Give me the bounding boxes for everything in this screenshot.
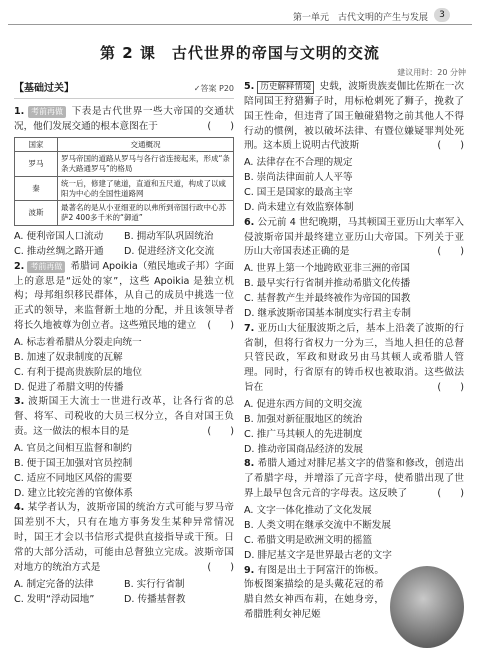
question-3: 3. 波斯国王大流士一世进行改革，让各行省的总督、将军、司税收的大员三权分立，各自对国王负责。这一做法的根本目的是 ( )	[14, 395, 234, 440]
option-c[interactable]: C. 基督教产生并最终被作为帝国的国教	[244, 293, 411, 305]
table-row: 罗马 罗马帝国的道路从罗马与各行省连接起来，形成“条条大路通罗马”的格局	[15, 152, 234, 177]
answer-blank[interactable]: ( )	[437, 246, 464, 258]
section-title: 【基础过关】	[14, 83, 74, 95]
context-tag: 历史解释情境	[257, 81, 314, 94]
option-a[interactable]: A. 世界上第一个地跨欧亚非三洲的帝国	[244, 263, 410, 275]
option-a[interactable]: A. 文字一体化推动了文化发展	[244, 505, 372, 517]
option-d[interactable]: D. 传播基督教	[124, 593, 186, 605]
left-column	[14, 80, 234, 664]
option-c[interactable]: C. 推广马其顿人的先进制度	[244, 428, 363, 440]
option-a[interactable]: A. 法律存在不合理的规定	[244, 157, 353, 169]
option-c[interactable]: C. 有利于提高贵族阶层的地位	[14, 366, 142, 378]
answer-blank[interactable]: ( )	[437, 488, 464, 500]
option-c[interactable]: C. 希腊文明是欧洲文明的摇篮	[244, 534, 372, 546]
option-b[interactable]: B. 加强对新征服地区的统治	[244, 413, 363, 425]
question-8: 8. 希腊人通过对腓尼基文字的借鉴和修改，创造出了希腊字母，并增添了元音字母，使希腊出现了世界上最早包含元音的字母表。这反映了 ( )	[244, 457, 464, 502]
option-b[interactable]: B. 最早实行行省制并推动希腊文化传播	[244, 278, 411, 290]
lesson-title: 第 2 课 古代世界的帝国与文明的交流	[100, 44, 380, 62]
question-1: 1. 考前再做 下表是古代世界一些大帝国的交通状况，他们发展交通的根本意图在于 ( )	[14, 105, 234, 135]
exam-tag: 考前再做	[28, 106, 66, 118]
option-d[interactable]: D. 促进经济文化交流	[124, 245, 215, 257]
option-a[interactable]: A. 促进东西方间的文明交流	[244, 399, 363, 411]
plaque-image	[390, 566, 464, 648]
answer-blank[interactable]: ( )	[207, 320, 234, 332]
option-b[interactable]: B. 人类文明在继承交流中不断发展	[244, 519, 391, 531]
q4-options	[14, 578, 234, 608]
page-number: 3	[434, 8, 450, 22]
option-d[interactable]: D. 尚未建立有效监察体制	[244, 201, 354, 213]
answer-blank[interactable]: ( )	[207, 120, 234, 132]
exam-tag: 考前再做	[27, 261, 65, 273]
option-c[interactable]: C. 国王是国家的最高主宰	[244, 187, 353, 199]
option-b[interactable]: B. 崇尚法律面前人人平等	[244, 172, 353, 184]
option-d[interactable]: D. 促进了希腊文明的传播	[14, 381, 124, 393]
option-d[interactable]: D. 继承波斯帝国基本制度实行君主专制	[244, 307, 411, 319]
table-row: 波斯 最著名的是从小亚细亚的以弗所到帝国行政中心苏萨2 400多千米的“御道”	[15, 201, 234, 226]
option-a[interactable]: A. 制定完备的法律	[14, 578, 94, 590]
table-row: 秦 统一后，修建了驰道，直道和五尺道，构成了以咸阳为中心的全国性道路网	[15, 176, 234, 201]
answer-blank[interactable]: ( )	[207, 561, 234, 573]
check-icon: ✓	[193, 83, 201, 93]
option-a[interactable]: A. 官员之间相互监督和制约	[14, 443, 133, 454]
option-c[interactable]: C. 发明“浮动园地”	[14, 593, 95, 605]
page-header	[0, 8, 480, 22]
option-d[interactable]: D. 建立比较完善的官僚体系	[14, 487, 134, 499]
option-b[interactable]: B. 便于国王加强对官员控制	[14, 457, 133, 469]
answer-blank[interactable]: ( )	[437, 382, 464, 394]
question-2: 2. 考前再做 希腊词 Apoikia（殖民地或子邦）字面上的意思是“远处的家”，这些 Apoikia 是独立机构；母邦组织移民群体，从自己的成员中挑选一位正式的领导，来监督新土地的分配，并且该领导者将长久地被尊为创立者。这些殖民地的建立 ( )	[14, 260, 234, 334]
answer-reference: ✓答案 P20	[193, 83, 234, 93]
option-d[interactable]: D. 推动帝国商品经济的发展	[244, 443, 364, 455]
option-b[interactable]: B. 加速了奴隶制度的瓦解	[14, 351, 123, 363]
option-d[interactable]: D. 腓尼基文字是世界最古老的文字	[244, 549, 392, 561]
question-5: 5. 历史解释情境 史载，波斯贵族麦伽比佐斯在一次陪同国王狩猎狮子时，用标枪刺死了狮子，挽救了国王性命，但违背了国王触碰猎物之前其他人不得行动的惯例，被以破坏法律、有暨位嫌疑罪判处死刑。这本质上说明古代波斯 ( )	[244, 80, 464, 154]
suggested-duration: 建议用时：20 分钟	[397, 68, 466, 77]
question-9: 9. 有图是出土于阿富汗的饰板。饰板图案描绘的是头戴花冠的希腊自然女神西布莉，在她身旁，希腊胜利女神尼姬	[244, 564, 464, 623]
q1-options	[14, 230, 234, 260]
option-a[interactable]: A. 标志着希腊从分裂走向统一	[14, 336, 142, 348]
question-7: 7. 亚历山大征服波斯之后，基本上沿袭了波斯的行省制，但将行省权力一分为三，当地人担任的总督只管民政，军政和财政另由马其顿人或希腊人管理。同时，行省原有的铸币权也被取消。这些做法旨在 ( )	[244, 322, 464, 396]
unit-title: 第一单元 古代文明的产生与发展	[292, 13, 428, 23]
header-divider	[8, 24, 472, 25]
question-6: 6. 公元前 4 世纪晚期，马其顿国王亚历山大率军入侵波斯帝国并最终建立亚历山大帝国。下列关于亚历山大帝国表述正确的是 ( )	[244, 216, 464, 261]
traffic-table: 国家 交通概况 罗马 罗马帝国的道路从罗马与各行省连接起来，形成“条条大路通罗马”的格局 秦 统一后，修建了驰道，直道和五尺道，构成了以咸阳为中心的全国性道路网 波斯 最著名的是从小亚细亚的以弗所到帝国行政中心苏萨2 400多千米的“御道”	[14, 137, 234, 226]
option-a[interactable]: A. 便利帝国人口流动	[14, 230, 104, 242]
option-c[interactable]: C. 推动丝绸之路开通	[14, 245, 104, 257]
right-column	[244, 80, 464, 664]
answer-blank[interactable]: ( )	[437, 140, 464, 152]
option-c[interactable]: C. 适应不同地区风俗的需要	[14, 472, 133, 484]
section-header	[14, 80, 234, 99]
question-4: 4. 某学者认为，波斯帝国的统治方式可能与罗马帝国差别不大，只有在地方事务发生某种异常情况时，国王才会以书信形式提供直接指导或干预。日常的大部分活动，可能由总督独立完成。波斯帝国对地方的统治方式是 ( )	[14, 501, 234, 575]
option-b[interactable]: B. 拥动军队巩固统治	[124, 230, 214, 242]
answer-blank[interactable]: ( )	[207, 426, 234, 438]
option-b[interactable]: B. 实行行省制	[124, 578, 185, 590]
